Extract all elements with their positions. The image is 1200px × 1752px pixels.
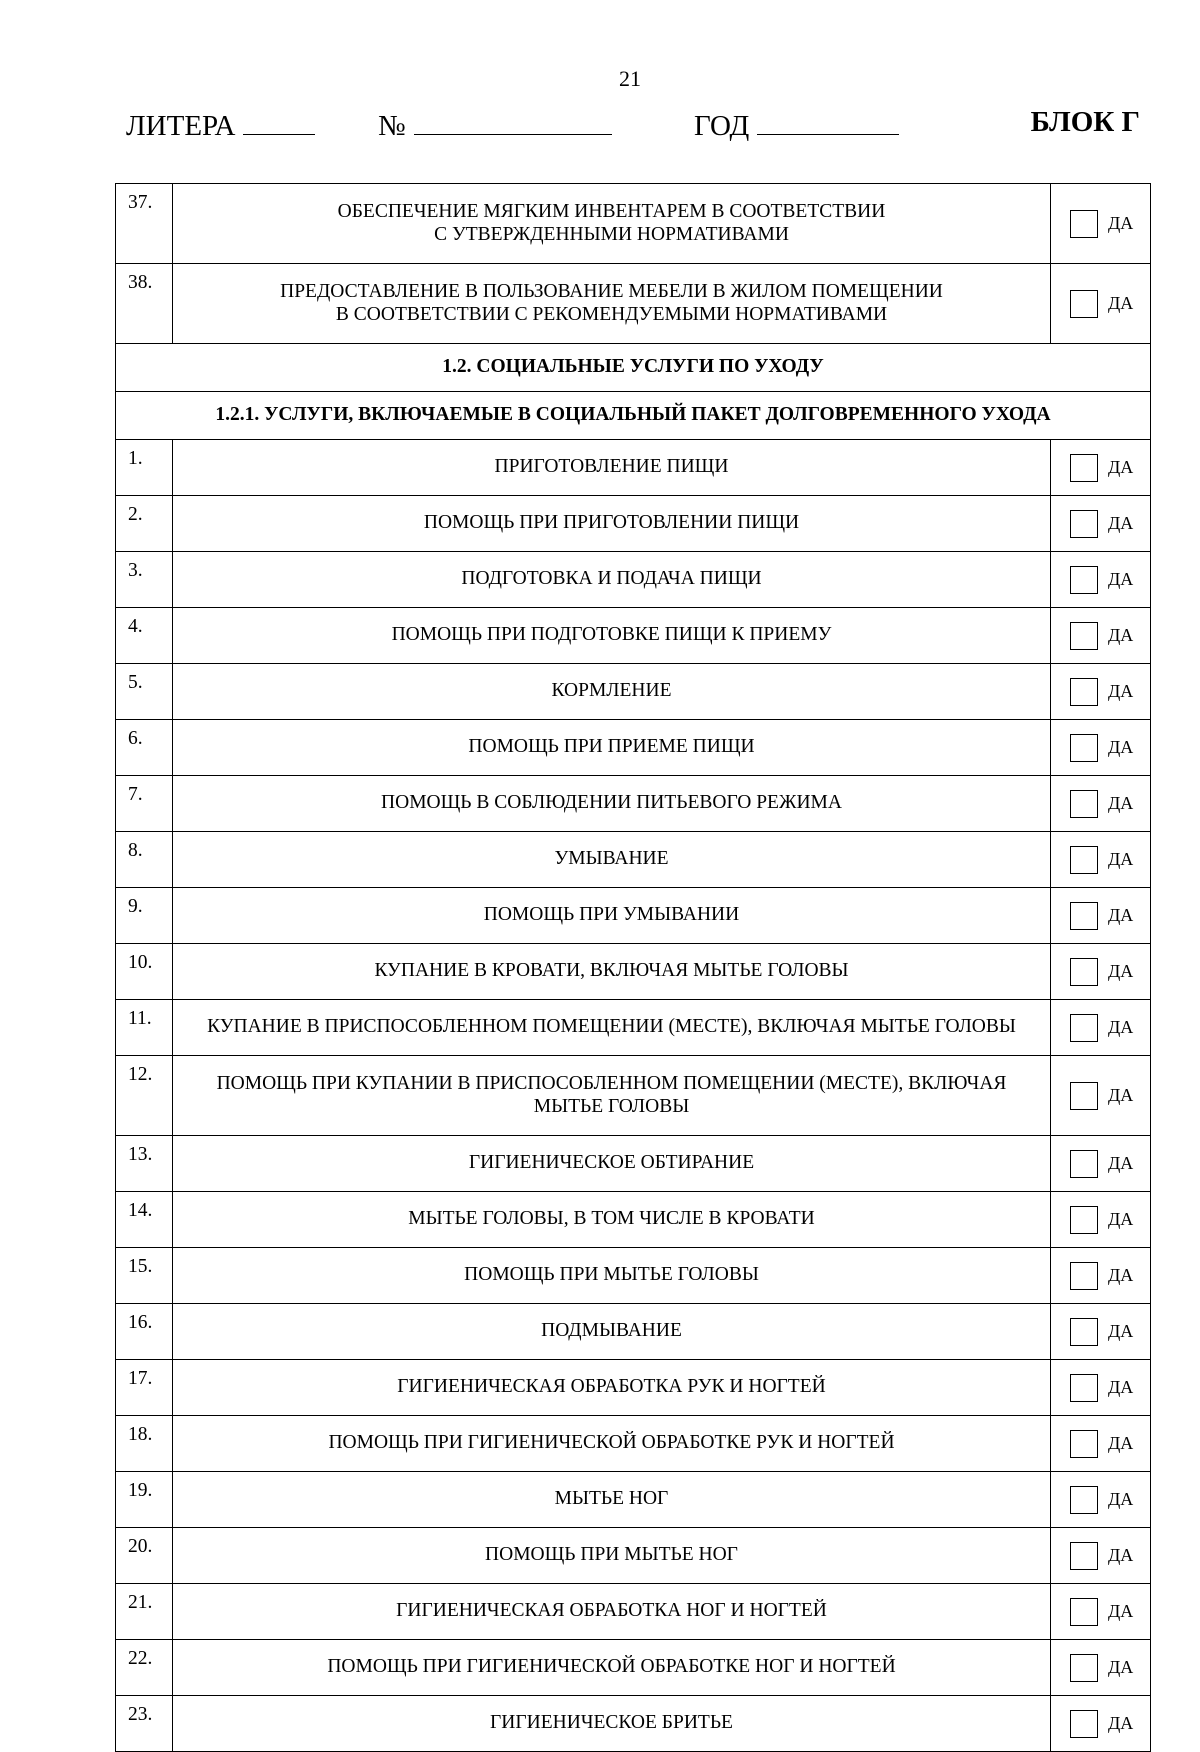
check-cell bbox=[1051, 496, 1151, 552]
yes-label: ДА bbox=[1108, 1265, 1134, 1286]
yes-checkbox[interactable] bbox=[1070, 622, 1098, 650]
service-text: ПОМОЩЬ ПРИ МЫТЬЕ ГОЛОВЫ bbox=[464, 1264, 759, 1286]
row-number: 22. bbox=[116, 1640, 173, 1696]
table-row bbox=[116, 1360, 1151, 1416]
yes-option bbox=[1051, 454, 1150, 482]
table-row bbox=[116, 720, 1151, 776]
service-text: ПОМОЩЬ ПРИ УМЫВАНИИ bbox=[483, 904, 740, 926]
row-number: 23. bbox=[116, 1696, 173, 1752]
row-number: 18. bbox=[116, 1416, 173, 1472]
yes-option bbox=[1051, 290, 1150, 318]
service-name bbox=[173, 720, 1051, 776]
check-cell bbox=[1051, 1248, 1151, 1304]
form-header bbox=[126, 106, 1140, 146]
service-name bbox=[173, 1192, 1051, 1248]
service-text: ОБЕСПЕЧЕНИЕ МЯГКИМ ИНВЕНТАРЕМ В СООТВЕТСТВИИ С УТВЕРЖДЕННЫМИ НОРМАТИВАМИ bbox=[337, 201, 886, 245]
service-text: ПОМОЩЬ ПРИ ПОДГОТОВКЕ ПИЩИ К ПРИЕМУ bbox=[391, 624, 832, 646]
yes-label: ДА bbox=[1108, 1017, 1134, 1038]
yes-label: ДА bbox=[1108, 849, 1134, 870]
check-cell bbox=[1051, 1304, 1151, 1360]
section-row bbox=[116, 392, 1151, 440]
yes-label: ДА bbox=[1108, 1209, 1134, 1230]
yes-option bbox=[1051, 1206, 1150, 1234]
row-number: 20. bbox=[116, 1528, 173, 1584]
service-text: ПОМОЩЬ ПРИ ГИГИЕНИЧЕСКОЙ ОБРАБОТКЕ НОГ И НОГТЕЙ bbox=[327, 1656, 896, 1678]
table-row bbox=[116, 1472, 1151, 1528]
service-name bbox=[173, 552, 1051, 608]
service-name bbox=[173, 1528, 1051, 1584]
yes-label: ДА bbox=[1108, 513, 1134, 534]
service-text: ГИГИЕНИЧЕСКАЯ ОБРАБОТКА НОГ И НОГТЕЙ bbox=[396, 1600, 827, 1622]
service-name bbox=[173, 496, 1051, 552]
table-row bbox=[116, 1584, 1151, 1640]
table-row bbox=[116, 1640, 1151, 1696]
row-number: 9. bbox=[116, 888, 173, 944]
row-number: 10. bbox=[116, 944, 173, 1000]
check-cell bbox=[1051, 944, 1151, 1000]
table-row bbox=[116, 1192, 1151, 1248]
yes-checkbox[interactable] bbox=[1070, 1014, 1098, 1042]
row-number: 13. bbox=[116, 1136, 173, 1192]
yes-label: ДА bbox=[1108, 293, 1134, 314]
yes-checkbox[interactable] bbox=[1070, 1542, 1098, 1570]
service-text: ПОМОЩЬ ПРИ КУПАНИИ В ПРИСПОСОБЛЕННОМ ПОМЕЩЕНИИ (МЕСТЕ), ВКЛЮЧАЯ МЫТЬЕ ГОЛОВЫ bbox=[216, 1073, 1007, 1117]
row-number: 15. bbox=[116, 1248, 173, 1304]
yes-checkbox[interactable] bbox=[1070, 1206, 1098, 1234]
yes-label: ДА bbox=[1108, 457, 1134, 478]
yes-option bbox=[1051, 622, 1150, 650]
yes-label: ДА bbox=[1108, 793, 1134, 814]
service-name bbox=[173, 1696, 1051, 1752]
table-row bbox=[116, 832, 1151, 888]
litera-field bbox=[126, 106, 315, 143]
yes-label: ДА bbox=[1108, 1433, 1134, 1454]
service-name bbox=[173, 776, 1051, 832]
service-text: ПОДМЫВАНИЕ bbox=[541, 1320, 682, 1342]
section-heading-1-2-1: 1.2.1. УСЛУГИ, ВКЛЮЧАЕМЫЕ В СОЦИАЛЬНЫЙ ПАКЕТ ДОЛГОВРЕМЕННОГО УХОДА bbox=[116, 392, 1151, 440]
litera-input-line[interactable] bbox=[243, 106, 315, 135]
yes-option bbox=[1051, 678, 1150, 706]
table-row bbox=[116, 184, 1151, 264]
service-text: КОРМЛЕНИЕ bbox=[551, 680, 672, 702]
service-text: ПРИГОТОВЛЕНИЕ ПИЩИ bbox=[494, 456, 729, 478]
yes-option bbox=[1051, 958, 1150, 986]
check-cell bbox=[1051, 1472, 1151, 1528]
yes-option bbox=[1051, 1486, 1150, 1514]
section-heading-1-2: 1.2. СОЦИАЛЬНЫЕ УСЛУГИ ПО УХОДУ bbox=[116, 344, 1151, 392]
yes-checkbox[interactable] bbox=[1070, 734, 1098, 762]
service-text: ПОМОЩЬ ПРИ ПРИЕМЕ ПИЩИ bbox=[468, 736, 755, 758]
service-text: ПРЕДОСТАВЛЕНИЕ В ПОЛЬЗОВАНИЕ МЕБЕЛИ В ЖИЛОМ ПОМЕЩЕНИИ В СООТВЕТСТВИИ С РЕКОМЕНДУЕМЫМИ НОРМАТИВАМИ bbox=[280, 281, 943, 325]
yes-option bbox=[1051, 790, 1150, 818]
row-number: 14. bbox=[116, 1192, 173, 1248]
row-number: 1. bbox=[116, 440, 173, 496]
row-number: 11. bbox=[116, 1000, 173, 1056]
check-cell bbox=[1051, 1416, 1151, 1472]
yes-checkbox[interactable] bbox=[1070, 1374, 1098, 1402]
row-number: 7. bbox=[116, 776, 173, 832]
service-name bbox=[173, 1472, 1051, 1528]
yes-option bbox=[1051, 1430, 1150, 1458]
check-cell bbox=[1051, 440, 1151, 496]
yes-label: ДА bbox=[1108, 1489, 1134, 1510]
service-name bbox=[173, 1000, 1051, 1056]
table-row bbox=[116, 1528, 1151, 1584]
table-row bbox=[116, 1304, 1151, 1360]
service-name bbox=[173, 184, 1051, 264]
block-label: БЛОК Г bbox=[1030, 106, 1140, 138]
yes-checkbox[interactable] bbox=[1070, 1710, 1098, 1738]
service-name bbox=[173, 440, 1051, 496]
row-number: 16. bbox=[116, 1304, 173, 1360]
service-text: ПОМОЩЬ ПРИ ПРИГОТОВЛЕНИИ ПИЩИ bbox=[423, 512, 800, 534]
yes-option bbox=[1051, 1262, 1150, 1290]
service-text: КУПАНИЕ В КРОВАТИ, ВКЛЮЧАЯ МЫТЬЕ ГОЛОВЫ bbox=[374, 960, 849, 982]
service-name bbox=[173, 1304, 1051, 1360]
yes-label: ДА bbox=[1108, 1377, 1134, 1398]
check-cell bbox=[1051, 608, 1151, 664]
check-cell bbox=[1051, 1136, 1151, 1192]
service-text: ГИГИЕНИЧЕСКОЕ БРИТЬЕ bbox=[490, 1712, 733, 1734]
row-number: 37. bbox=[116, 184, 173, 264]
row-number: 4. bbox=[116, 608, 173, 664]
service-name bbox=[173, 264, 1051, 344]
yes-label: ДА bbox=[1108, 625, 1134, 646]
page-number: 21 bbox=[619, 66, 641, 91]
yes-option bbox=[1051, 1318, 1150, 1346]
row-number: 21. bbox=[116, 1584, 173, 1640]
yes-checkbox[interactable] bbox=[1070, 1262, 1098, 1290]
service-name bbox=[173, 664, 1051, 720]
service-name bbox=[173, 944, 1051, 1000]
table-row bbox=[116, 664, 1151, 720]
yes-option bbox=[1051, 210, 1150, 238]
number-field bbox=[378, 106, 612, 143]
row-number: 19. bbox=[116, 1472, 173, 1528]
check-cell bbox=[1051, 1528, 1151, 1584]
service-name bbox=[173, 888, 1051, 944]
service-text: ПОМОЩЬ ПРИ ГИГИЕНИЧЕСКОЙ ОБРАБОТКЕ РУК И НОГТЕЙ bbox=[328, 1432, 895, 1454]
service-name bbox=[173, 608, 1051, 664]
service-name bbox=[173, 1416, 1051, 1472]
check-cell bbox=[1051, 264, 1151, 344]
table-row bbox=[116, 608, 1151, 664]
service-text: УМЫВАНИЕ bbox=[554, 848, 669, 870]
service-name bbox=[173, 1360, 1051, 1416]
service-text: ПОМОЩЬ В СОБЛЮДЕНИИ ПИТЬЕВОГО РЕЖИМА bbox=[381, 792, 842, 814]
yes-checkbox[interactable] bbox=[1070, 678, 1098, 706]
row-number: 38. bbox=[116, 264, 173, 344]
yes-option bbox=[1051, 1150, 1150, 1178]
check-cell bbox=[1051, 1000, 1151, 1056]
yes-label: ДА bbox=[1108, 1657, 1134, 1678]
table-row bbox=[116, 1056, 1151, 1136]
yes-label: ДА bbox=[1108, 1713, 1134, 1734]
yes-checkbox[interactable] bbox=[1070, 958, 1098, 986]
yes-label: ДА bbox=[1108, 569, 1134, 590]
yes-checkbox[interactable] bbox=[1070, 566, 1098, 594]
yes-label: ДА bbox=[1108, 905, 1134, 926]
check-cell bbox=[1051, 1584, 1151, 1640]
table-row bbox=[116, 440, 1151, 496]
section-row bbox=[116, 344, 1151, 392]
service-text: ГИГИЕНИЧЕСКОЕ ОБТИРАНИЕ bbox=[468, 1152, 755, 1174]
service-text: ПОМОЩЬ ПРИ МЫТЬЕ НОГ bbox=[485, 1544, 738, 1566]
yes-checkbox[interactable] bbox=[1070, 454, 1098, 482]
table-row bbox=[116, 776, 1151, 832]
yes-checkbox[interactable] bbox=[1070, 902, 1098, 930]
check-cell bbox=[1051, 1056, 1151, 1136]
service-name bbox=[173, 1136, 1051, 1192]
table-row bbox=[116, 1000, 1151, 1056]
year-input-line[interactable] bbox=[757, 106, 899, 135]
table-row bbox=[116, 1248, 1151, 1304]
check-cell bbox=[1051, 1696, 1151, 1752]
number-label: № bbox=[378, 110, 406, 142]
row-number: 17. bbox=[116, 1360, 173, 1416]
yes-label: ДА bbox=[1108, 1153, 1134, 1174]
row-number: 2. bbox=[116, 496, 173, 552]
yes-label: ДА bbox=[1108, 737, 1134, 758]
service-text: КУПАНИЕ В ПРИСПОСОБЛЕННОМ ПОМЕЩЕНИИ (МЕСТЕ), ВКЛЮЧАЯ МЫТЬЕ ГОЛОВЫ bbox=[207, 1016, 1016, 1038]
yes-checkbox[interactable] bbox=[1070, 1486, 1098, 1514]
table-row bbox=[116, 1416, 1151, 1472]
table-row bbox=[116, 1696, 1151, 1752]
service-name bbox=[173, 1056, 1051, 1136]
service-text: МЫТЬЕ ГОЛОВЫ, В ТОМ ЧИСЛЕ В КРОВАТИ bbox=[408, 1208, 815, 1230]
yes-label: ДА bbox=[1108, 961, 1134, 982]
service-name bbox=[173, 1640, 1051, 1696]
yes-checkbox[interactable] bbox=[1070, 510, 1098, 538]
check-cell bbox=[1051, 776, 1151, 832]
yes-label: ДА bbox=[1108, 1601, 1134, 1622]
yes-option bbox=[1051, 1654, 1150, 1682]
year-label: ГОД bbox=[694, 110, 750, 142]
yes-option bbox=[1051, 1374, 1150, 1402]
service-name bbox=[173, 1248, 1051, 1304]
yes-label: ДА bbox=[1108, 1321, 1134, 1342]
yes-option bbox=[1051, 510, 1150, 538]
yes-option bbox=[1051, 1598, 1150, 1626]
row-number: 5. bbox=[116, 664, 173, 720]
yes-label: ДА bbox=[1108, 213, 1134, 234]
row-number: 8. bbox=[116, 832, 173, 888]
service-name bbox=[173, 832, 1051, 888]
check-cell bbox=[1051, 720, 1151, 776]
yes-checkbox[interactable] bbox=[1070, 790, 1098, 818]
yes-checkbox[interactable] bbox=[1070, 1430, 1098, 1458]
table-row bbox=[116, 496, 1151, 552]
year-field bbox=[694, 106, 899, 143]
check-cell bbox=[1051, 888, 1151, 944]
table-row bbox=[116, 1136, 1151, 1192]
check-cell bbox=[1051, 1640, 1151, 1696]
yes-option bbox=[1051, 1542, 1150, 1570]
service-text: МЫТЬЕ НОГ bbox=[554, 1488, 669, 1510]
yes-option bbox=[1051, 902, 1150, 930]
yes-checkbox[interactable] bbox=[1070, 1150, 1098, 1178]
yes-checkbox[interactable] bbox=[1070, 1082, 1098, 1110]
yes-label: ДА bbox=[1108, 1545, 1134, 1566]
table-row bbox=[116, 944, 1151, 1000]
check-cell bbox=[1051, 552, 1151, 608]
yes-checkbox[interactable] bbox=[1070, 1598, 1098, 1626]
yes-checkbox[interactable] bbox=[1070, 1318, 1098, 1346]
yes-checkbox[interactable] bbox=[1070, 290, 1098, 318]
yes-option bbox=[1051, 1082, 1150, 1110]
yes-option bbox=[1051, 1710, 1150, 1738]
yes-label: ДА bbox=[1108, 681, 1134, 702]
service-name bbox=[173, 1584, 1051, 1640]
table-row bbox=[116, 552, 1151, 608]
row-number: 12. bbox=[116, 1056, 173, 1136]
yes-checkbox[interactable] bbox=[1070, 1654, 1098, 1682]
check-cell bbox=[1051, 1192, 1151, 1248]
yes-option bbox=[1051, 566, 1150, 594]
litera-label: ЛИТЕРА bbox=[126, 110, 236, 142]
check-cell bbox=[1051, 832, 1151, 888]
services-table bbox=[115, 183, 1151, 1752]
check-cell bbox=[1051, 184, 1151, 264]
yes-checkbox[interactable] bbox=[1070, 846, 1098, 874]
check-cell bbox=[1051, 1360, 1151, 1416]
table-row bbox=[116, 264, 1151, 344]
row-number: 6. bbox=[116, 720, 173, 776]
check-cell bbox=[1051, 664, 1151, 720]
service-text: ГИГИЕНИЧЕСКАЯ ОБРАБОТКА РУК И НОГТЕЙ bbox=[397, 1376, 826, 1398]
number-input-line[interactable] bbox=[414, 106, 612, 135]
yes-option bbox=[1051, 734, 1150, 762]
table-row bbox=[116, 888, 1151, 944]
yes-label: ДА bbox=[1108, 1085, 1134, 1106]
row-number: 3. bbox=[116, 552, 173, 608]
yes-checkbox[interactable] bbox=[1070, 210, 1098, 238]
yes-option bbox=[1051, 1014, 1150, 1042]
service-text: ПОДГОТОВКА И ПОДАЧА ПИЩИ bbox=[461, 568, 762, 590]
yes-option bbox=[1051, 846, 1150, 874]
